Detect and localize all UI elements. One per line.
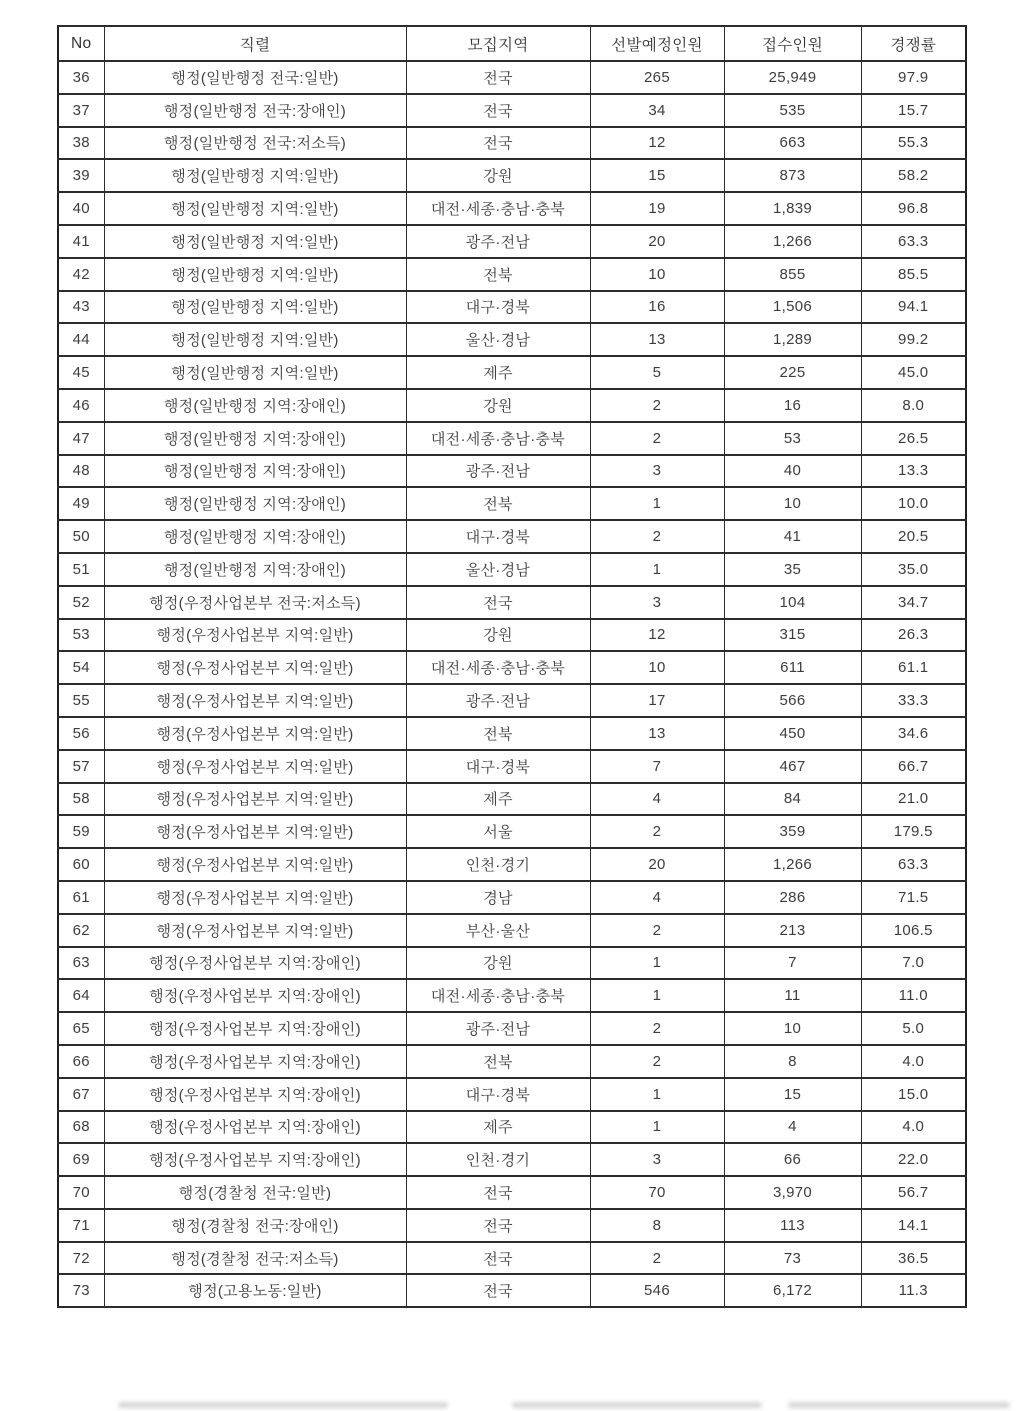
cell-series: 행정(우정사업본부 지역:일반) [104, 815, 406, 848]
table-row [58, 1012, 966, 1045]
cell-series: 행정(일반행정 지역:장애인) [104, 389, 406, 422]
cell-rate: 15.0 [861, 1078, 966, 1111]
cell-planned: 34 [590, 94, 724, 127]
cell-rate: 45.0 [861, 356, 966, 389]
cell-rate: 14.1 [861, 1209, 966, 1242]
table-row [58, 323, 966, 356]
cell-region: 강원 [406, 389, 590, 422]
cell-no: 54 [58, 651, 104, 684]
cell-no: 46 [58, 389, 104, 422]
cell-no: 47 [58, 422, 104, 455]
cell-planned: 20 [590, 225, 724, 258]
cell-rate: 8.0 [861, 389, 966, 422]
cell-region: 대구·경북 [406, 520, 590, 553]
cell-rate: 56.7 [861, 1176, 966, 1209]
cell-no: 60 [58, 848, 104, 881]
cell-applicants: 11 [724, 979, 861, 1012]
cell-region: 전북 [406, 1045, 590, 1078]
cell-applicants: 53 [724, 422, 861, 455]
cell-region: 광주·전남 [406, 225, 590, 258]
header-row [58, 26, 966, 61]
cell-no: 71 [58, 1209, 104, 1242]
cell-no: 48 [58, 455, 104, 488]
table-row [58, 1274, 966, 1307]
cell-series: 행정(우정사업본부 지역:일반) [104, 619, 406, 652]
cell-planned: 2 [590, 520, 724, 553]
cell-no: 65 [58, 1012, 104, 1045]
cell-region: 부산·울산 [406, 914, 590, 947]
cell-planned: 13 [590, 717, 724, 750]
cell-applicants: 359 [724, 815, 861, 848]
header-applicants: 접수인원 [724, 26, 861, 61]
cell-planned: 1 [590, 1111, 724, 1144]
cell-region: 대구·경북 [406, 291, 590, 324]
cell-series: 행정(일반행정 지역:장애인) [104, 422, 406, 455]
cell-no: 40 [58, 192, 104, 225]
table-row [58, 127, 966, 160]
cutoff-next-table-remnant [118, 1402, 448, 1408]
table-row [58, 1176, 966, 1209]
cell-no: 41 [58, 225, 104, 258]
cell-series: 행정(일반행정 지역:일반) [104, 356, 406, 389]
cell-region: 울산·경남 [406, 553, 590, 586]
cell-applicants: 855 [724, 258, 861, 291]
cell-region: 강원 [406, 947, 590, 980]
table-row [58, 192, 966, 225]
cell-rate: 11.0 [861, 979, 966, 1012]
cell-series: 행정(일반행정 지역:장애인) [104, 455, 406, 488]
cell-planned: 1 [590, 979, 724, 1012]
cell-region: 전국 [406, 1176, 590, 1209]
cell-planned: 2 [590, 389, 724, 422]
table-row [58, 389, 966, 422]
cell-applicants: 41 [724, 520, 861, 553]
cell-no: 50 [58, 520, 104, 553]
table-row [58, 619, 966, 652]
cell-applicants: 225 [724, 356, 861, 389]
cell-planned: 10 [590, 651, 724, 684]
cell-applicants: 286 [724, 881, 861, 914]
cell-region: 제주 [406, 783, 590, 816]
cell-applicants: 1,266 [724, 225, 861, 258]
cell-no: 62 [58, 914, 104, 947]
cell-series: 행정(우정사업본부 지역:장애인) [104, 947, 406, 980]
cell-series: 행정(우정사업본부 지역:일반) [104, 783, 406, 816]
cell-region: 전국 [406, 1209, 590, 1242]
table-row [58, 1143, 966, 1176]
table-row [58, 94, 966, 127]
cell-applicants: 1,839 [724, 192, 861, 225]
table-row [58, 1209, 966, 1242]
cell-series: 행정(일반행정 지역:일반) [104, 159, 406, 192]
cell-applicants: 663 [724, 127, 861, 160]
cell-applicants: 40 [724, 455, 861, 488]
cell-rate: 26.5 [861, 422, 966, 455]
table-row [58, 225, 966, 258]
cell-rate: 58.2 [861, 159, 966, 192]
cell-applicants: 3,970 [724, 1176, 861, 1209]
cell-planned: 1 [590, 487, 724, 520]
cell-planned: 12 [590, 619, 724, 652]
table-row [58, 848, 966, 881]
cell-rate: 15.7 [861, 94, 966, 127]
cell-region: 광주·전남 [406, 684, 590, 717]
table-row [58, 717, 966, 750]
cell-planned: 70 [590, 1176, 724, 1209]
cell-planned: 3 [590, 1143, 724, 1176]
cell-series: 행정(일반행정 전국:장애인) [104, 94, 406, 127]
cell-applicants: 1,289 [724, 323, 861, 356]
cell-rate: 11.3 [861, 1274, 966, 1307]
cell-series: 행정(일반행정 전국:저소득) [104, 127, 406, 160]
cell-planned: 265 [590, 61, 724, 94]
cell-rate: 66.7 [861, 750, 966, 783]
cell-region: 전국 [406, 61, 590, 94]
cell-series: 행정(우정사업본부 지역:일반) [104, 651, 406, 684]
cell-region: 울산·경남 [406, 323, 590, 356]
cell-applicants: 10 [724, 1012, 861, 1045]
cell-no: 59 [58, 815, 104, 848]
cell-no: 53 [58, 619, 104, 652]
cell-series: 행정(일반행정 지역:장애인) [104, 487, 406, 520]
cell-region: 대전·세종·충남·충북 [406, 422, 590, 455]
cell-region: 제주 [406, 356, 590, 389]
cell-series: 행정(우정사업본부 지역:장애인) [104, 1078, 406, 1111]
cell-planned: 1 [590, 553, 724, 586]
cell-planned: 19 [590, 192, 724, 225]
cell-no: 73 [58, 1274, 104, 1307]
cell-rate: 179.5 [861, 815, 966, 848]
cutoff-next-table-remnant [512, 1402, 762, 1408]
table-row [58, 455, 966, 488]
cell-no: 69 [58, 1143, 104, 1176]
cell-region: 전국 [406, 127, 590, 160]
cell-series: 행정(우정사업본부 지역:일반) [104, 684, 406, 717]
table-row [58, 914, 966, 947]
table-header [58, 26, 966, 61]
cell-rate: 85.5 [861, 258, 966, 291]
cell-planned: 10 [590, 258, 724, 291]
table-row [58, 487, 966, 520]
cell-no: 56 [58, 717, 104, 750]
cell-region: 경남 [406, 881, 590, 914]
cell-rate: 94.1 [861, 291, 966, 324]
cell-region: 강원 [406, 619, 590, 652]
cell-series: 행정(경찰청 전국:저소득) [104, 1242, 406, 1275]
cell-applicants: 8 [724, 1045, 861, 1078]
cell-planned: 3 [590, 586, 724, 619]
table-row [58, 684, 966, 717]
cell-rate: 99.2 [861, 323, 966, 356]
header-planned: 선발예정인원 [590, 26, 724, 61]
cell-series: 행정(우정사업본부 지역:일반) [104, 717, 406, 750]
table-row [58, 520, 966, 553]
cell-rate: 4.0 [861, 1045, 966, 1078]
cell-rate: 7.0 [861, 947, 966, 980]
cell-region: 대전·세종·충남·충북 [406, 192, 590, 225]
cell-no: 38 [58, 127, 104, 160]
cell-rate: 63.3 [861, 225, 966, 258]
cell-series: 행정(경찰청 전국:장애인) [104, 1209, 406, 1242]
cell-planned: 2 [590, 815, 724, 848]
cell-applicants: 1,506 [724, 291, 861, 324]
cell-applicants: 66 [724, 1143, 861, 1176]
cell-series: 행정(일반행정 지역:장애인) [104, 520, 406, 553]
cell-applicants: 84 [724, 783, 861, 816]
cell-no: 64 [58, 979, 104, 1012]
header-region: 모집지역 [406, 26, 590, 61]
table-row [58, 1242, 966, 1275]
cell-applicants: 467 [724, 750, 861, 783]
cell-rate: 10.0 [861, 487, 966, 520]
cell-planned: 4 [590, 783, 724, 816]
cell-series: 행정(우정사업본부 지역:일반) [104, 881, 406, 914]
cell-no: 68 [58, 1111, 104, 1144]
cell-series: 행정(우정사업본부 전국:저소득) [104, 586, 406, 619]
cell-series: 행정(일반행정 지역:장애인) [104, 553, 406, 586]
cell-rate: 20.5 [861, 520, 966, 553]
cell-no: 67 [58, 1078, 104, 1111]
cell-applicants: 104 [724, 586, 861, 619]
cell-series: 행정(고용노동:일반) [104, 1274, 406, 1307]
cell-planned: 5 [590, 356, 724, 389]
cell-rate: 4.0 [861, 1111, 966, 1144]
cell-no: 36 [58, 61, 104, 94]
cell-no: 44 [58, 323, 104, 356]
table-row [58, 1078, 966, 1111]
cell-region: 인천·경기 [406, 1143, 590, 1176]
cell-region: 전북 [406, 258, 590, 291]
cell-series: 행정(일반행정 지역:일반) [104, 323, 406, 356]
cell-planned: 2 [590, 914, 724, 947]
cell-applicants: 10 [724, 487, 861, 520]
cell-series: 행정(경찰청 전국:일반) [104, 1176, 406, 1209]
table-row [58, 651, 966, 684]
cell-applicants: 4 [724, 1111, 861, 1144]
cell-rate: 33.3 [861, 684, 966, 717]
cell-no: 70 [58, 1176, 104, 1209]
cell-applicants: 1,266 [724, 848, 861, 881]
cell-planned: 15 [590, 159, 724, 192]
cell-series: 행정(우정사업본부 지역:일반) [104, 750, 406, 783]
cell-applicants: 450 [724, 717, 861, 750]
competition-rate-table [57, 25, 967, 1308]
cell-applicants: 6,172 [724, 1274, 861, 1307]
cell-rate: 34.7 [861, 586, 966, 619]
cell-rate: 55.3 [861, 127, 966, 160]
cell-region: 강원 [406, 159, 590, 192]
table-row [58, 258, 966, 291]
cell-region: 대전·세종·충남·충북 [406, 651, 590, 684]
cell-series: 행정(일반행정 지역:일반) [104, 192, 406, 225]
header-rate: 경쟁률 [861, 26, 966, 61]
cell-no: 66 [58, 1045, 104, 1078]
cell-applicants: 15 [724, 1078, 861, 1111]
table-row [58, 159, 966, 192]
cell-planned: 2 [590, 422, 724, 455]
cell-region: 전북 [406, 487, 590, 520]
cell-no: 51 [58, 553, 104, 586]
cell-no: 45 [58, 356, 104, 389]
table-row [58, 783, 966, 816]
cell-rate: 61.1 [861, 651, 966, 684]
cell-series: 행정(우정사업본부 지역:일반) [104, 914, 406, 947]
cutoff-next-table-remnant [788, 1402, 1010, 1408]
table-row [58, 947, 966, 980]
cell-no: 42 [58, 258, 104, 291]
table-row [58, 750, 966, 783]
cell-region: 서울 [406, 815, 590, 848]
cell-rate: 34.6 [861, 717, 966, 750]
cell-series: 행정(일반행정 지역:일반) [104, 291, 406, 324]
cell-planned: 2 [590, 1012, 724, 1045]
cell-planned: 8 [590, 1209, 724, 1242]
cell-no: 72 [58, 1242, 104, 1275]
table-row [58, 61, 966, 94]
cell-series: 행정(일반행정 전국:일반) [104, 61, 406, 94]
cell-series: 행정(우정사업본부 지역:일반) [104, 848, 406, 881]
cell-rate: 71.5 [861, 881, 966, 914]
cell-no: 37 [58, 94, 104, 127]
table-row [58, 881, 966, 914]
cell-series: 행정(일반행정 지역:일반) [104, 225, 406, 258]
cell-region: 전국 [406, 1242, 590, 1275]
table-row [58, 815, 966, 848]
cell-region: 광주·전남 [406, 1012, 590, 1045]
cell-rate: 97.9 [861, 61, 966, 94]
table-row [58, 586, 966, 619]
cell-series: 행정(우정사업본부 지역:장애인) [104, 1111, 406, 1144]
cell-applicants: 315 [724, 619, 861, 652]
cell-rate: 106.5 [861, 914, 966, 947]
cell-planned: 3 [590, 455, 724, 488]
cell-rate: 26.3 [861, 619, 966, 652]
cell-region: 전북 [406, 717, 590, 750]
cell-region: 대전·세종·충남·충북 [406, 979, 590, 1012]
cell-applicants: 16 [724, 389, 861, 422]
cell-series: 행정(우정사업본부 지역:장애인) [104, 1143, 406, 1176]
cell-region: 광주·전남 [406, 455, 590, 488]
cell-no: 57 [58, 750, 104, 783]
cell-region: 인천·경기 [406, 848, 590, 881]
cell-planned: 7 [590, 750, 724, 783]
cell-rate: 63.3 [861, 848, 966, 881]
cell-no: 39 [58, 159, 104, 192]
cell-no: 49 [58, 487, 104, 520]
cell-no: 52 [58, 586, 104, 619]
cell-planned: 20 [590, 848, 724, 881]
cell-no: 55 [58, 684, 104, 717]
cell-region: 대구·경북 [406, 750, 590, 783]
cell-applicants: 7 [724, 947, 861, 980]
header-series: 직렬 [104, 26, 406, 61]
cell-applicants: 25,949 [724, 61, 861, 94]
cell-applicants: 873 [724, 159, 861, 192]
cell-region: 전국 [406, 94, 590, 127]
table-row [58, 979, 966, 1012]
cell-region: 제주 [406, 1111, 590, 1144]
cell-planned: 4 [590, 881, 724, 914]
cell-no: 43 [58, 291, 104, 324]
cell-no: 63 [58, 947, 104, 980]
table-row [58, 553, 966, 586]
cell-rate: 96.8 [861, 192, 966, 225]
cell-no: 58 [58, 783, 104, 816]
cell-rate: 35.0 [861, 553, 966, 586]
header-no: No [58, 26, 104, 61]
table-row [58, 422, 966, 455]
cell-planned: 16 [590, 291, 724, 324]
cell-series: 행정(일반행정 지역:일반) [104, 258, 406, 291]
cell-region: 전국 [406, 1274, 590, 1307]
cell-planned: 1 [590, 1078, 724, 1111]
cell-rate: 21.0 [861, 783, 966, 816]
cell-applicants: 611 [724, 651, 861, 684]
cell-no: 61 [58, 881, 104, 914]
cell-applicants: 35 [724, 553, 861, 586]
cell-planned: 2 [590, 1242, 724, 1275]
cell-planned: 1 [590, 947, 724, 980]
cell-applicants: 113 [724, 1209, 861, 1242]
cell-planned: 12 [590, 127, 724, 160]
cell-planned: 2 [590, 1045, 724, 1078]
cell-applicants: 73 [724, 1242, 861, 1275]
cell-region: 전국 [406, 586, 590, 619]
table-body [58, 61, 966, 1307]
cell-planned: 546 [590, 1274, 724, 1307]
cell-applicants: 213 [724, 914, 861, 947]
cell-series: 행정(우정사업본부 지역:장애인) [104, 1012, 406, 1045]
table-row [58, 1111, 966, 1144]
cell-series: 행정(우정사업본부 지역:장애인) [104, 1045, 406, 1078]
cell-applicants: 535 [724, 94, 861, 127]
cell-series: 행정(우정사업본부 지역:장애인) [104, 979, 406, 1012]
cell-planned: 13 [590, 323, 724, 356]
cell-planned: 17 [590, 684, 724, 717]
table-row [58, 1045, 966, 1078]
cell-rate: 36.5 [861, 1242, 966, 1275]
table-row [58, 291, 966, 324]
cell-rate: 5.0 [861, 1012, 966, 1045]
table-row [58, 356, 966, 389]
cell-rate: 13.3 [861, 455, 966, 488]
cell-applicants: 566 [724, 684, 861, 717]
cell-rate: 22.0 [861, 1143, 966, 1176]
cell-region: 대구·경북 [406, 1078, 590, 1111]
